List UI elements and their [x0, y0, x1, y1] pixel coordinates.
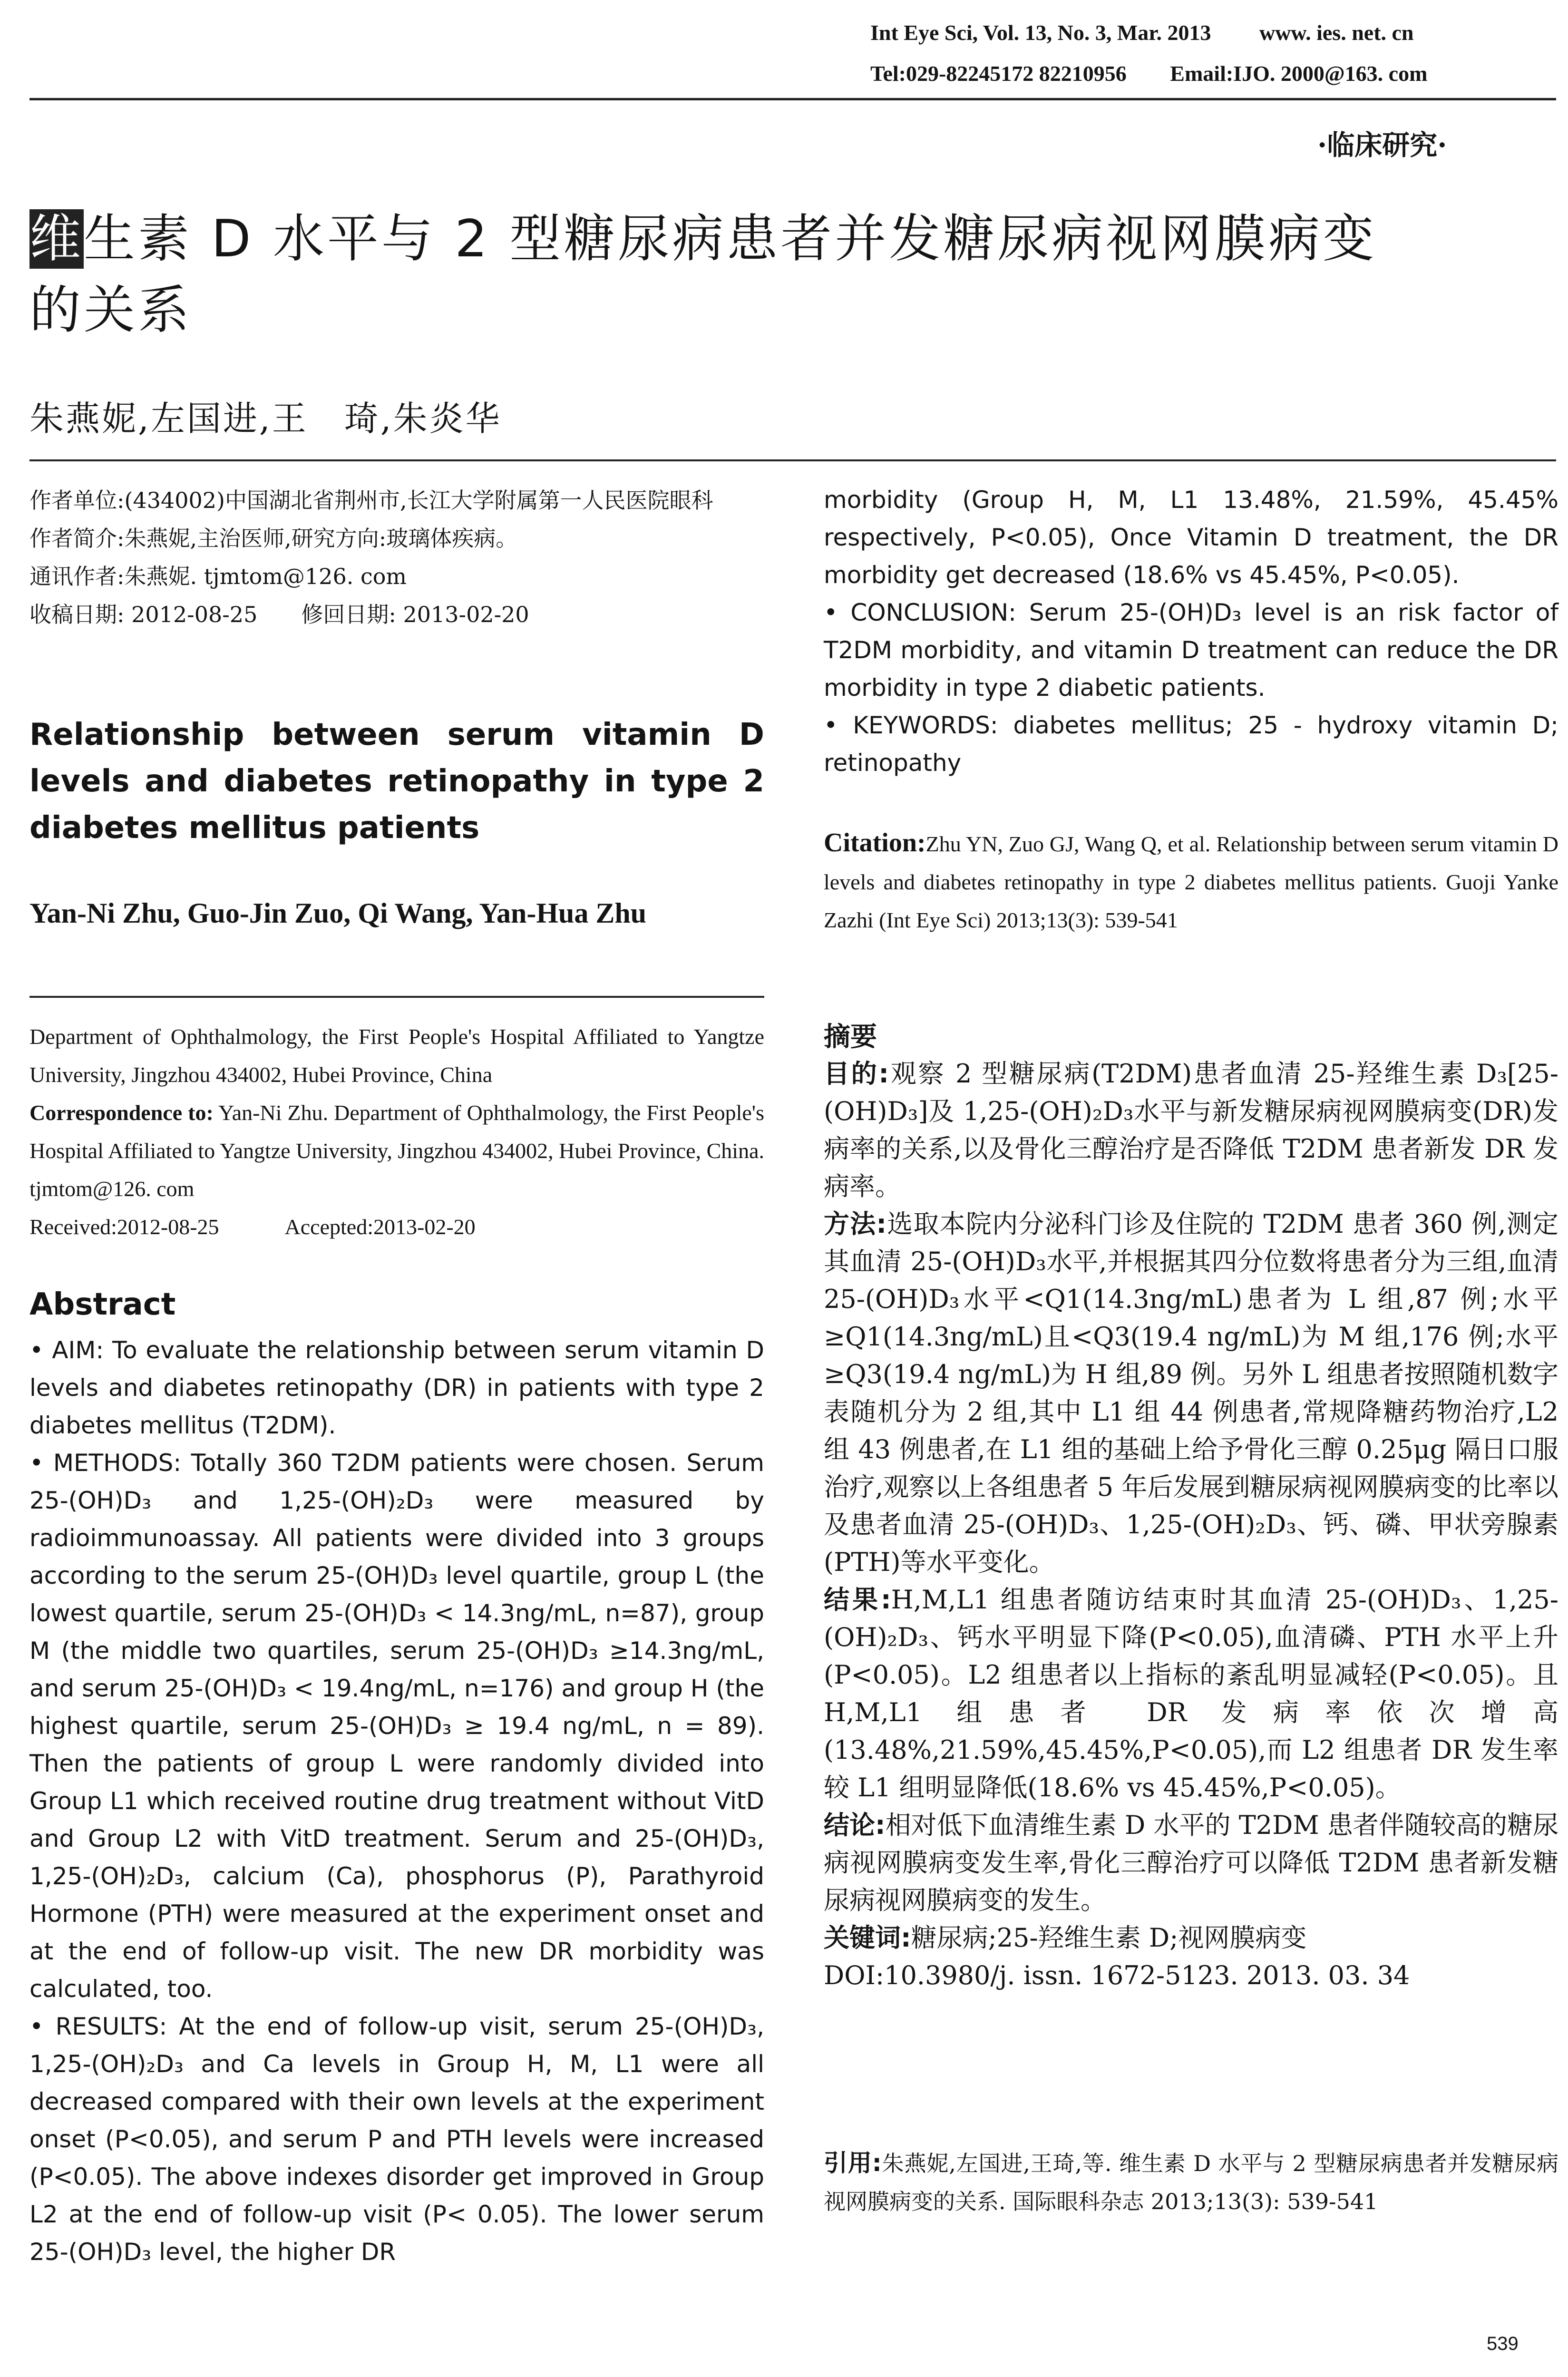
journal-email: Email:IJO. 2000@163. com [1170, 61, 1428, 86]
abstract-cn-keywords-label: 关键词: [824, 1923, 911, 1953]
correspondence-label: Correspondence to: [29, 1101, 214, 1125]
citation-cn [824, 2144, 1558, 2221]
authors-en: Yan-Ni Zhu, Guo-Jin Zuo, Qi Wang, Yan-Hua Zhu [29, 897, 647, 929]
abstract-cn-aim-text: 观察 2 型糖尿病(T2DM)患者血清 25-羟维生素 D₃[25-(OH)D₃]及 1,25-(OH)₂D₃水平与新发糖尿病视网膜病变(DR)发病率的关系,以及骨化三醇治疗是否降低 T2DM 患者新发 DR 发病率。 [824, 1059, 1558, 1201]
abstract-heading: Abstract [29, 1287, 176, 1322]
abstract-cn-methods-label: 方法: [824, 1209, 887, 1239]
journal-header [870, 20, 1414, 45]
abstract-cn-conclusion-text: 相对低下血清维生素 D 水平的 T2DM 患者伴随较高的糖尿病视网膜病变发生率,骨化三醇治疗可以降低 T2DM 患者新发糖尿病视网膜病变的发生。 [824, 1810, 1558, 1915]
abstract-methods: • METHODS: Totally 360 T2DM patients were chosen. Serum 25-(OH)D₃ and 1,25-(OH)₂D₃ were measured by radioimmunoassay. All patients were divided into 3 groups according to the serum 25-(OH)D₃ level quartile, group L (the lowest quartile, serum 25-(OH)D₃ < 14.3ng/mL, n=87), group M (the middle two quartiles, serum 25-(OH)D₃ ≥14.3ng/mL, and serum 25-(OH)D₃ < 19.4ng/mL, n=176) and group H (the highest quartile, serum 25-(OH)D₃ ≥ 19.4 ng/mL, n = 89). Then the patients of group L were randomly divided into Group L1 which received routine drug treatment without VitD and Group L2 with VitD treatment. Serum and 25-(OH)D₃, 1,25-(OH)₂D₃, calcium (Ca), phosphorus (P), Parathyroid Hormone (PTH) were measured at the experiment onset and at the end of follow-up visit. The new DR morbidity was calculated, too. [29, 1449, 764, 2003]
title-en: Relationship between serum vitamin D levels and diabetes retinopathy in type 2 diabetes mellitus patients [29, 717, 764, 846]
journal-website: www. ies. net. cn [1259, 20, 1414, 45]
journal-tel: Tel:029-82245172 82210956 [870, 61, 1127, 86]
abstract-cn-aim-label: 目的: [824, 1059, 889, 1089]
abstract-cn-methods [824, 1205, 1558, 1581]
citation-label: Citation: [824, 828, 926, 857]
correspondence-en [29, 1094, 764, 1208]
authors-cn: 朱燕妮,左国进,王 琦,朱炎华 [29, 399, 502, 438]
abstract-cn-keywords-text: 糖尿病;25-羟维生素 D;视网膜病变 [911, 1923, 1307, 1953]
abstract-results: • RESULTS: At the end of follow-up visit, serum 25-(OH)D₃, 1,25-(OH)₂D₃ and Ca levels in Group H, M, L1 were all decreased compared with their own levels at the experiment onset (P<0.05), and serum P and PTH levels were increased (P<0.05). The above indexes disorder get improved in Group L2 at the end of follow-up visit (P< 0.05). The lower serum 25-(OH)D₃ level, the higher DR [29, 2013, 764, 2266]
title-first-char: 维 [29, 209, 84, 269]
abstract-keywords: • KEYWORDS: diabetes mellitus; 25 - hydroxy vitamin D; retinopathy [824, 711, 1558, 777]
abstract-conclusion: • CONCLUSION: Serum 25-(OH)D₃ level is an risk factor of T2DM morbidity, and vitamin D treatment can reduce the DR morbidity in type 2 diabetic patients. [824, 599, 1558, 701]
header-rule [29, 98, 1556, 100]
abstract-cn-results-label: 结果: [824, 1585, 891, 1615]
abstract-cn-conclusion-label: 结论: [824, 1810, 886, 1840]
doi: DOI:10.3980/j. issn. 1672-5123. 2013. 03. 34 [824, 1960, 1410, 1990]
citation-text: Zhu YN, Zuo GJ, Wang Q, et al. Relationship between serum vitamin D levels and diabetes retinopathy in type 2 diabetes mellitus patients. Guoji Yanke Zazhi (Int Eye Sci) 2013;13(3): 539-541 [824, 832, 1558, 932]
abstract-results-cont: morbidity (Group H, M, L1 13.48%, 21.59%, 45.45% respectively, P<0.05), Once Vitamin D treatment, the DR morbidity get decreased (18.6% vs 45.45%, P<0.05). [824, 486, 1558, 589]
author-info [29, 481, 762, 633]
info-affiliation: 作者单位:(434002)中国湖北省荆州市,长江大学附属第一人民医院眼科 [29, 487, 713, 513]
received-en: Received:2012-08-25 Accepted:2013-02-20 [29, 1215, 476, 1239]
page-number: 539 [1487, 2333, 1519, 2354]
abstract-cn-keywords [824, 1919, 1558, 1957]
abstract-aim: • AIM: To evaluate the relationship between serum vitamin D levels and diabetes retinopathy (DR) in patients with type 2 diabetes mellitus (T2DM). [29, 1336, 764, 1439]
citation-en [824, 824, 1558, 939]
correspondence-text: Yan-Ni Zhu. Department of Ophthalmology, the First People's Hospital Affiliated to Yangtze University, Jingzhou 434002, Hubei Province, China. tjmtom@126. com [29, 1101, 764, 1201]
abstract-cn [824, 1055, 1558, 1994]
abstract-cn-methods-text: 选取本院内分泌科门诊及住院的 T2DM 患者 360 例,测定其血清 25-(OH)D₃水平,并根据其四分位数将患者分为三组,血清 25-(OH)D₃水平<Q1(14.3ng/mL)患者为 L 组,87 例;水平≥Q1(14.3ng/mL)且<Q3(19.4 ng/mL)为 M 组,176 例;水平≥Q3(19.4 ng/mL)为 H 组,89 例。另外 L 组患者按照随机数字表随机分为 2 组,其中 L1 组 44 例患者,常规降糖药物治疗,L2 组 43 例患者,在 L1 组的基础上给予骨化三醇 0.25μg 隔日口服治疗,观察以上各组患者 5 年后发展到糖尿病视网膜病变的比率以及患者血清 25-(OH)D₃、1,25-(OH)₂D₃、钙、磷、甲状旁腺素(PTH)等水平变化。 [824, 1209, 1558, 1577]
abstract-en-right [824, 481, 1558, 782]
abstract-cn-results-text: H,M,L1 组患者随访结束时其血清 25-(OH)D₃、1,25-(OH)₂D₃、钙水平明显下降(P<0.05),血清磷、PTH 水平上升(P<0.05)。L2 组患者以上指标的紊乱明显减轻(P<0.05)。且 H,M,L1 组患者 DR 发病率依次增高(13.48%,21.59%,45.45%,P<0.05),而 L2 组患者 DR 发生率较 L1 组明显降低(18.6% vs 45.45%,P<0.05)。 [824, 1585, 1558, 1802]
title-cn-line2: 的关系 [29, 281, 193, 340]
affiliation-en: Department of Ophthalmology, the First People's Hospital Affiliated to Yangtze University, Jingzhou 434002, Hubei Province, China [29, 1024, 764, 1087]
info-correspondence: 通讯作者:朱燕妮. tjmtom@126. com [29, 564, 407, 589]
citation-cn-label: 引用: [824, 2149, 882, 2177]
abstract-cn-results [824, 1581, 1558, 1806]
info-dates: 收稿日期: 2012-08-25 修回日期: 2013-02-20 [29, 602, 529, 627]
journal-contact [870, 61, 1427, 86]
abstract-cn-aim [824, 1055, 1558, 1205]
title-cn-line1: 生素 D 水平与 2 型糖尿病患者并发糖尿病视网膜病变 [84, 209, 1377, 269]
title-cn [29, 204, 1561, 346]
info-author-bio: 作者简介:朱燕妮,主治医师,研究方向:玻璃体疾病。 [29, 526, 518, 551]
journal-info: Int Eye Sci, Vol. 13, No. 3, Mar. 2013 [870, 20, 1211, 45]
abstract-en-left [29, 1332, 764, 2271]
affiliation-block [29, 1018, 764, 1246]
citation-cn-text: 朱燕妮,左国进,王琦,等. 维生素 D 水平与 2 型糖尿病患者并发糖尿病视网膜病变的关系. 国际眼科杂志 2013;13(3): 539-541 [824, 2151, 1558, 2214]
section-label: ·临床研究· [1317, 129, 1447, 161]
affiliation-rule [29, 996, 764, 998]
authors-rule [29, 459, 1556, 461]
abstract-cn-heading: 摘要 [824, 1021, 877, 1052]
abstract-cn-conclusion [824, 1806, 1558, 1919]
